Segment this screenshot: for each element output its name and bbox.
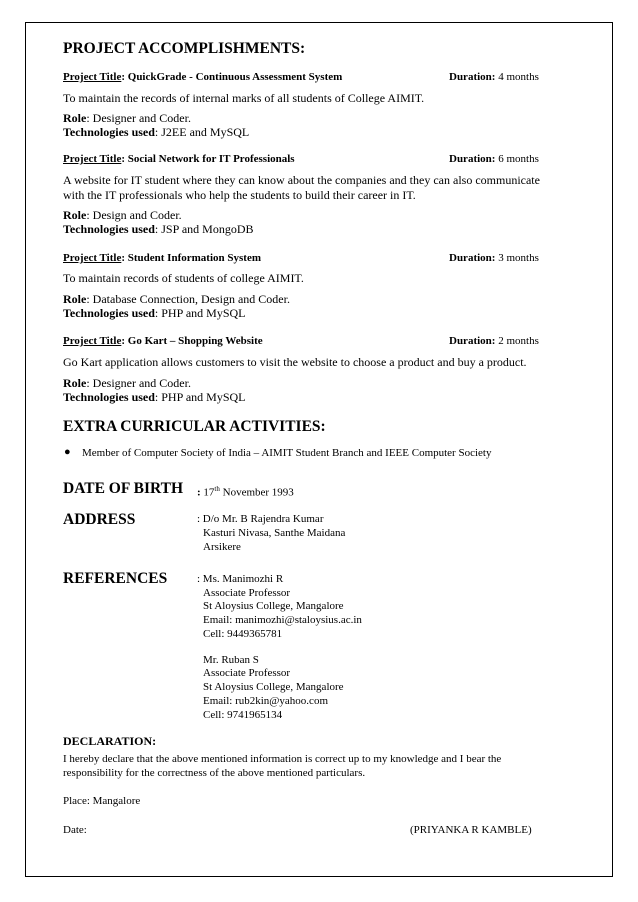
project-title bbox=[63, 335, 263, 347]
duration-value: 3 months bbox=[498, 252, 539, 264]
address-label: ADDRESS bbox=[63, 511, 136, 528]
project-description: A website for IT student where they can know about the companies and they can also communicate bbox=[63, 173, 540, 187]
reference-line: St Aloysius College, Mangalore bbox=[203, 681, 344, 693]
reference-line: : Ms. Manimozhi R bbox=[197, 573, 284, 585]
role-label: Role bbox=[63, 111, 87, 125]
reference-line: Cell: 9741965134 bbox=[203, 709, 283, 721]
project-description: Go Kart application allows customers to visit the website to choose a product and buy a product. bbox=[63, 355, 527, 369]
project-title bbox=[63, 153, 295, 165]
reference-line: Associate Professor bbox=[203, 667, 291, 679]
project-duration bbox=[449, 71, 539, 83]
project-title-text: : Social Network for IT Professionals bbox=[121, 153, 295, 165]
tech-value: : PHP and MySQL bbox=[154, 390, 246, 404]
project-technologies bbox=[63, 389, 246, 405]
project-duration bbox=[449, 153, 539, 165]
project-title-label: Project Title bbox=[63, 71, 122, 83]
tech-label: Technologies used bbox=[63, 222, 155, 236]
tech-label: Technologies used bbox=[63, 306, 155, 320]
declaration-line: I hereby declare that the above mentioned information is correct up to my knowledge and I bear the bbox=[63, 753, 502, 765]
address-line: Kasturi Nivasa, Santhe Maidana bbox=[203, 527, 346, 539]
project-title-text: : QuickGrade - Continuous Assessment System bbox=[121, 71, 343, 83]
project-title-text: : Student Information System bbox=[121, 252, 261, 264]
dob-rest: November 1993 bbox=[219, 486, 294, 499]
dob-label: DATE OF BIRTH bbox=[63, 480, 184, 497]
reference-line: St Aloysius College, Mangalore bbox=[203, 600, 344, 612]
project-duration bbox=[449, 252, 539, 264]
duration-value: 6 months bbox=[498, 153, 539, 165]
declaration-place: Place: Mangalore bbox=[63, 795, 141, 807]
project-description: with the IT professionals who help the students to build their career in IT. bbox=[63, 188, 416, 202]
section-heading-projects: PROJECT ACCOMPLISHMENTS: bbox=[63, 40, 306, 57]
project-description: To maintain the records of internal marks of all students of College AIMIT. bbox=[63, 91, 425, 105]
role-label: Role bbox=[63, 292, 87, 306]
tech-label: Technologies used bbox=[63, 125, 155, 139]
tech-value: : JSP and MongoDB bbox=[154, 222, 254, 236]
dob-colon: : bbox=[197, 486, 201, 499]
role-label: Role bbox=[63, 208, 87, 222]
references-label: REFERENCES bbox=[63, 570, 168, 587]
reference-line: Mr. Ruban S bbox=[203, 654, 259, 666]
declaration-date: Date: bbox=[63, 824, 87, 836]
role-label: Role bbox=[63, 376, 87, 390]
declaration-line: responsibility for the correctness of the above mentioned particulars. bbox=[63, 767, 366, 779]
duration-label: Duration: bbox=[449, 153, 496, 165]
role-value: : Design and Coder. bbox=[86, 208, 182, 222]
signature-name: (PRIYANKA R KAMBLE) bbox=[410, 824, 532, 836]
reference-line: Cell: 9449365781 bbox=[203, 628, 283, 640]
dob-suffix: th bbox=[214, 485, 220, 493]
activity-item: Member of Computer Society of India – AIMIT Student Branch and IEEE Computer Society bbox=[82, 447, 492, 459]
tech-value: : PHP and MySQL bbox=[154, 306, 246, 320]
project-description: To maintain records of students of college AIMIT. bbox=[63, 271, 304, 285]
duration-value: 2 months bbox=[498, 335, 539, 347]
project-title-label: Project Title bbox=[63, 335, 122, 347]
project-duration bbox=[449, 335, 539, 347]
project-title bbox=[63, 252, 261, 264]
project-title-text: : Go Kart – Shopping Website bbox=[121, 335, 263, 347]
reference-line: Associate Professor bbox=[203, 587, 291, 599]
project-technologies bbox=[63, 221, 254, 237]
project-title-label: Project Title bbox=[63, 252, 122, 264]
dob-day: 17 bbox=[203, 486, 215, 499]
role-value: : Designer and Coder. bbox=[86, 111, 191, 125]
declaration-heading: DECLARATION: bbox=[63, 734, 157, 748]
duration-label: Duration: bbox=[449, 71, 496, 83]
tech-value: : J2EE and MySQL bbox=[154, 125, 250, 139]
dob-value bbox=[197, 482, 294, 500]
duration-label: Duration: bbox=[449, 335, 496, 347]
reference-line: Email: rub2kin@yahoo.com bbox=[203, 695, 328, 707]
section-heading-extra: EXTRA CURRICULAR ACTIVITIES: bbox=[63, 418, 326, 435]
project-technologies bbox=[63, 305, 246, 321]
address-line: : D/o Mr. B Rajendra Kumar bbox=[197, 513, 324, 525]
project-technologies bbox=[63, 124, 249, 140]
project-title bbox=[63, 71, 342, 83]
tech-label: Technologies used bbox=[63, 390, 155, 404]
project-title-label: Project Title bbox=[63, 153, 122, 165]
role-value: : Designer and Coder. bbox=[86, 376, 191, 390]
bullet-icon: ● bbox=[64, 446, 71, 458]
role-value: : Database Connection, Design and Coder. bbox=[86, 292, 290, 306]
duration-value: 4 months bbox=[498, 71, 539, 83]
duration-label: Duration: bbox=[449, 252, 496, 264]
address-line: Arsikere bbox=[203, 541, 241, 553]
reference-line: Email: manimozhi@staloysius.ac.in bbox=[203, 614, 362, 626]
